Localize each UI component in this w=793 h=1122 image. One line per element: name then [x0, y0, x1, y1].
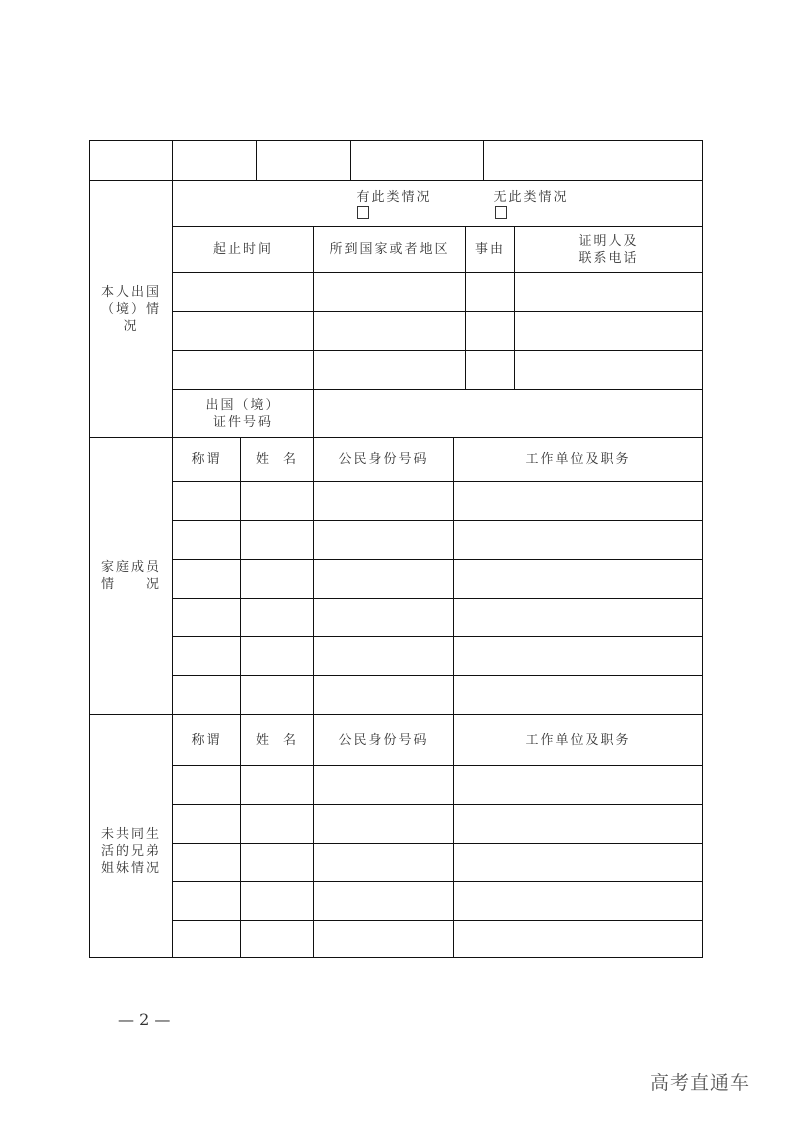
family-label-line: 家庭成员: [100, 560, 161, 575]
has-travel-option[interactable]: 有此类情况: [356, 189, 431, 219]
has-travel-checkbox[interactable]: [357, 206, 369, 219]
passport-label-line: 证件号码: [212, 414, 273, 430]
family-header-id: 公民身份号码: [338, 452, 429, 467]
siblings-label-line: 姐妹情况: [100, 860, 161, 876]
no-travel-checkbox[interactable]: [495, 206, 507, 219]
travel-section-label: [90, 181, 172, 437]
siblings-label-line: 未共同生: [100, 826, 161, 842]
header-period: 起止时间: [212, 242, 273, 257]
witness-line: 联系电话: [578, 250, 639, 266]
siblings-header-employer: 工作单位及职务: [525, 732, 631, 748]
family-header-name: [241, 438, 313, 481]
name-first-char: 姓: [255, 452, 271, 467]
siblings-header-relation: 称谓: [191, 732, 222, 748]
watermark: 高考直通车: [650, 1072, 751, 1094]
family-header-employer: 工作单位及职务: [525, 452, 631, 467]
siblings-header-id: 公民身份号码: [338, 732, 429, 748]
header-destination: 所到国家或者地区: [329, 242, 450, 257]
family-header-relation: 称谓: [191, 452, 222, 467]
name-first-char: 姓: [255, 732, 271, 748]
passport-label-line: 出国（境）: [205, 397, 281, 413]
siblings-label-line: 活的兄弟: [100, 843, 161, 859]
passport-label: [173, 390, 313, 437]
travel-label-line: 况: [123, 318, 139, 334]
siblings-header-name: [241, 715, 313, 765]
family-label-line: 情 况: [100, 577, 161, 592]
travel-label-line: （境）情: [100, 301, 161, 317]
no-travel-option[interactable]: 无此类情况: [494, 189, 569, 219]
header-witness: [515, 227, 702, 272]
travel-status-options: [173, 181, 702, 226]
siblings-section-label: [90, 715, 172, 957]
travel-label-line: 本人出国: [100, 284, 161, 300]
name-second-char: 名: [283, 732, 299, 748]
name-second-char: 名: [283, 452, 299, 467]
page-number: — 2 —: [118, 1010, 171, 1029]
header-reason: 事由: [474, 242, 505, 257]
family-section-label: [90, 438, 172, 714]
witness-line: 证明人及: [578, 233, 639, 249]
